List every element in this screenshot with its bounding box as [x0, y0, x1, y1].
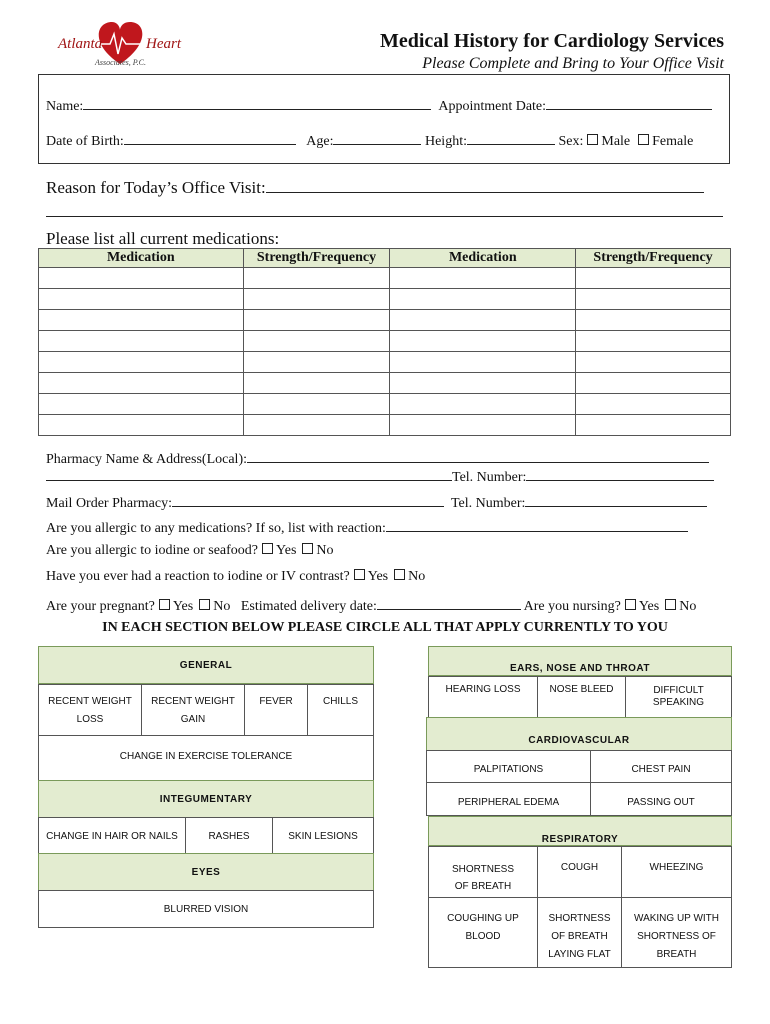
- logo-subtitle: Associates, P.C.: [95, 58, 146, 67]
- nursing-yes-label: Yes: [638, 599, 660, 614]
- symptom-change-exercise-tolerance[interactable]: CHANGE IN EXERCISE TOLERANCE: [38, 735, 374, 781]
- table-row: [39, 331, 731, 352]
- cardiovascular-section-header: CARDIOVASCULAR: [426, 717, 732, 751]
- pregnant-row: [46, 595, 696, 615]
- allergy-meds-field[interactable]: [386, 517, 688, 532]
- table-cell[interactable]: [576, 331, 731, 352]
- mail-tel-field[interactable]: [525, 492, 707, 507]
- allergy-meds-row: [46, 517, 688, 537]
- table-cell[interactable]: [576, 268, 731, 289]
- symptom-recent-weight-loss[interactable]: RECENT WEIGHT LOSS: [38, 684, 142, 736]
- table-cell[interactable]: [243, 415, 390, 436]
- table-row: [39, 289, 731, 310]
- reason-label: Reason for Today’s Office Visit:: [46, 178, 266, 197]
- name-row: [46, 95, 712, 115]
- table-row: [39, 394, 731, 415]
- mail-pharmacy-label: Mail Order Pharmacy:: [46, 496, 172, 511]
- medications-table: [38, 248, 731, 436]
- iodine-label: Are you allergic to iodine or seafood?: [46, 543, 259, 558]
- respiratory-section-header: RESPIRATORY: [428, 816, 732, 846]
- general-section-header: GENERAL: [38, 646, 374, 684]
- symptom-difficult-speaking[interactable]: DIFFICULT SPEAKING: [625, 676, 732, 718]
- table-cell[interactable]: [39, 373, 244, 394]
- page-title: Medical History for Cardiology Services: [379, 30, 724, 52]
- age-field[interactable]: [333, 130, 421, 145]
- table-row: [39, 310, 731, 331]
- symptom-chills[interactable]: CHILLS: [307, 684, 374, 736]
- table-row: [39, 352, 731, 373]
- table-cell[interactable]: [39, 331, 244, 352]
- iodine-yes-checkbox[interactable]: [262, 543, 273, 554]
- symptom-chest-pain[interactable]: CHEST PAIN: [590, 750, 732, 783]
- pharmacy-address-field[interactable]: [46, 466, 452, 481]
- dob-field[interactable]: [124, 130, 296, 145]
- table-cell[interactable]: [390, 415, 576, 436]
- pregnant-no-label: No: [213, 599, 231, 614]
- delivery-field[interactable]: [377, 595, 521, 610]
- table-cell[interactable]: [39, 289, 244, 310]
- symptom-nose-bleed[interactable]: NOSE BLEED: [537, 676, 626, 718]
- reason-field[interactable]: [266, 176, 704, 193]
- sex-label: Sex:: [558, 134, 584, 149]
- symptom-peripheral-edema[interactable]: PERIPHERAL EDEMA: [426, 782, 591, 816]
- name-field[interactable]: [83, 95, 431, 110]
- page-subtitle: Please Complete and Bring to Your Office Visit: [422, 55, 724, 72]
- contrast-row: [46, 569, 425, 585]
- table-cell[interactable]: [390, 394, 576, 415]
- symptom-blurred-vision[interactable]: BLURRED VISION: [38, 890, 374, 928]
- symptom-rashes[interactable]: RASHES: [185, 817, 273, 854]
- delivery-label: Estimated delivery date:: [240, 599, 377, 614]
- age-label: Age:: [306, 134, 334, 149]
- pharmacy-tel-field[interactable]: [526, 466, 714, 481]
- mail-tel-label: Tel. Number:: [450, 496, 526, 511]
- table-cell[interactable]: [390, 331, 576, 352]
- reason-row: [46, 176, 704, 198]
- female-label: Female: [652, 134, 694, 149]
- dob-row: [46, 130, 693, 150]
- nursing-label: Are you nursing?: [523, 599, 621, 614]
- table-cell[interactable]: [243, 352, 390, 373]
- table-cell[interactable]: [576, 310, 731, 331]
- nursing-yes-checkbox[interactable]: [625, 599, 636, 610]
- col-strength-1: Strength/Frequency: [243, 249, 390, 268]
- symptom-shortness-of-breath[interactable]: SHORTNESS OF BREATH: [428, 846, 538, 898]
- appointment-label: Appointment Date:: [438, 99, 547, 114]
- pharmacy-local-field[interactable]: [247, 448, 709, 463]
- table-cell[interactable]: [39, 352, 244, 373]
- symptom-palpitations[interactable]: PALPITATIONS: [426, 750, 591, 783]
- iodine-row: [46, 543, 334, 559]
- table-cell[interactable]: [390, 310, 576, 331]
- reason-field-line-2[interactable]: [46, 216, 723, 217]
- symptom-passing-out[interactable]: PASSING OUT: [590, 782, 732, 816]
- logo-left-word: Atlanta: [58, 36, 103, 52]
- table-cell[interactable]: [576, 352, 731, 373]
- table-cell[interactable]: [576, 415, 731, 436]
- female-checkbox[interactable]: [638, 134, 649, 145]
- pregnant-no-checkbox[interactable]: [199, 599, 210, 610]
- table-cell[interactable]: [243, 289, 390, 310]
- pregnant-label: Are your pregnant?: [46, 599, 155, 614]
- table-cell[interactable]: [243, 310, 390, 331]
- col-medication-1: Medication: [39, 249, 244, 268]
- pharmacy-tel-row: [46, 466, 714, 486]
- nursing-no-checkbox[interactable]: [665, 599, 676, 610]
- contrast-no-label: No: [408, 569, 426, 584]
- table-cell[interactable]: [576, 373, 731, 394]
- allergy-meds-label: Are you allergic to any medications? If so, list with reaction:: [46, 521, 386, 536]
- pharmacy-local-label: Pharmacy Name & Address(Local):: [46, 452, 247, 467]
- height-label: Height:: [424, 134, 467, 149]
- table-cell[interactable]: [39, 310, 244, 331]
- male-label: Male: [601, 134, 631, 149]
- table-cell[interactable]: [390, 352, 576, 373]
- symptom-change-hair-nails[interactable]: CHANGE IN HAIR OR NAILS: [38, 817, 186, 854]
- iodine-yes-label: Yes: [276, 543, 297, 558]
- appointment-field[interactable]: [546, 95, 712, 110]
- symptom-shortness-breath-laying-flat[interactable]: SHORTNESS OF BREATH LAYING FLAT: [537, 897, 622, 968]
- height-field[interactable]: [467, 130, 555, 145]
- male-checkbox[interactable]: [587, 134, 598, 145]
- integumentary-section-header: INTEGUMENTARY: [38, 780, 374, 818]
- iodine-no-checkbox[interactable]: [302, 543, 313, 554]
- dob-label: Date of Birth:: [46, 134, 124, 149]
- table-cell[interactable]: [39, 415, 244, 436]
- pregnant-yes-checkbox[interactable]: [159, 599, 170, 610]
- mail-pharmacy-field[interactable]: [172, 492, 444, 507]
- patient-info-box: [38, 74, 730, 164]
- symptom-hearing-loss[interactable]: HEARING LOSS: [428, 676, 538, 718]
- mail-pharmacy-row: [46, 492, 707, 512]
- name-label: Name:: [46, 99, 84, 114]
- table-cell[interactable]: [390, 373, 576, 394]
- table-cell[interactable]: [243, 394, 390, 415]
- pharmacy-row: [46, 448, 709, 468]
- table-cell[interactable]: [39, 268, 244, 289]
- table-cell[interactable]: [390, 268, 576, 289]
- nursing-no-label: No: [679, 599, 697, 614]
- medications-heading: Please list all current medications:: [46, 229, 280, 248]
- symptom-waking-shortness-breath[interactable]: WAKING UP WITH SHORTNESS OF BREATH: [621, 897, 732, 968]
- table-cell[interactable]: [39, 394, 244, 415]
- pharmacy-tel-label: Tel. Number:: [452, 470, 527, 485]
- table-cell[interactable]: [576, 394, 731, 415]
- circle-instruction: IN EACH SECTION BELOW PLEASE CIRCLE ALL THAT APPLY CURRENTLY TO YOU: [102, 620, 668, 635]
- symptom-skin-lesions[interactable]: SKIN LESIONS: [272, 817, 374, 854]
- symptom-wheezing[interactable]: WHEEZING: [621, 846, 732, 898]
- eyes-section-header: EYES: [38, 853, 374, 891]
- symptom-coughing-up-blood[interactable]: COUGHING UP BLOOD: [428, 897, 538, 968]
- logo-right-word: Heart: [146, 36, 181, 52]
- table-cell[interactable]: [576, 289, 731, 310]
- table-row: [39, 415, 731, 436]
- iodine-no-label: No: [316, 543, 334, 558]
- contrast-yes-label: Yes: [367, 569, 389, 584]
- symptom-cough[interactable]: COUGH: [537, 846, 622, 898]
- table-row: [39, 268, 731, 289]
- pregnant-yes-label: Yes: [172, 599, 194, 614]
- symptom-fever[interactable]: FEVER: [244, 684, 308, 736]
- col-strength-2: Strength/Frequency: [576, 249, 731, 268]
- col-medication-2: Medication: [390, 249, 576, 268]
- symptom-recent-weight-gain[interactable]: RECENT WEIGHT GAIN: [141, 684, 245, 736]
- contrast-no-checkbox[interactable]: [394, 569, 405, 580]
- table-row: [39, 373, 731, 394]
- table-cell[interactable]: [243, 373, 390, 394]
- ent-section-header: EARS, NOSE AND THROAT: [428, 646, 732, 676]
- table-cell[interactable]: [243, 268, 390, 289]
- contrast-label: Have you ever had a reaction to iodine or IV contrast?: [46, 569, 350, 584]
- table-cell[interactable]: [243, 331, 390, 352]
- contrast-yes-checkbox[interactable]: [354, 569, 365, 580]
- table-cell[interactable]: [390, 289, 576, 310]
